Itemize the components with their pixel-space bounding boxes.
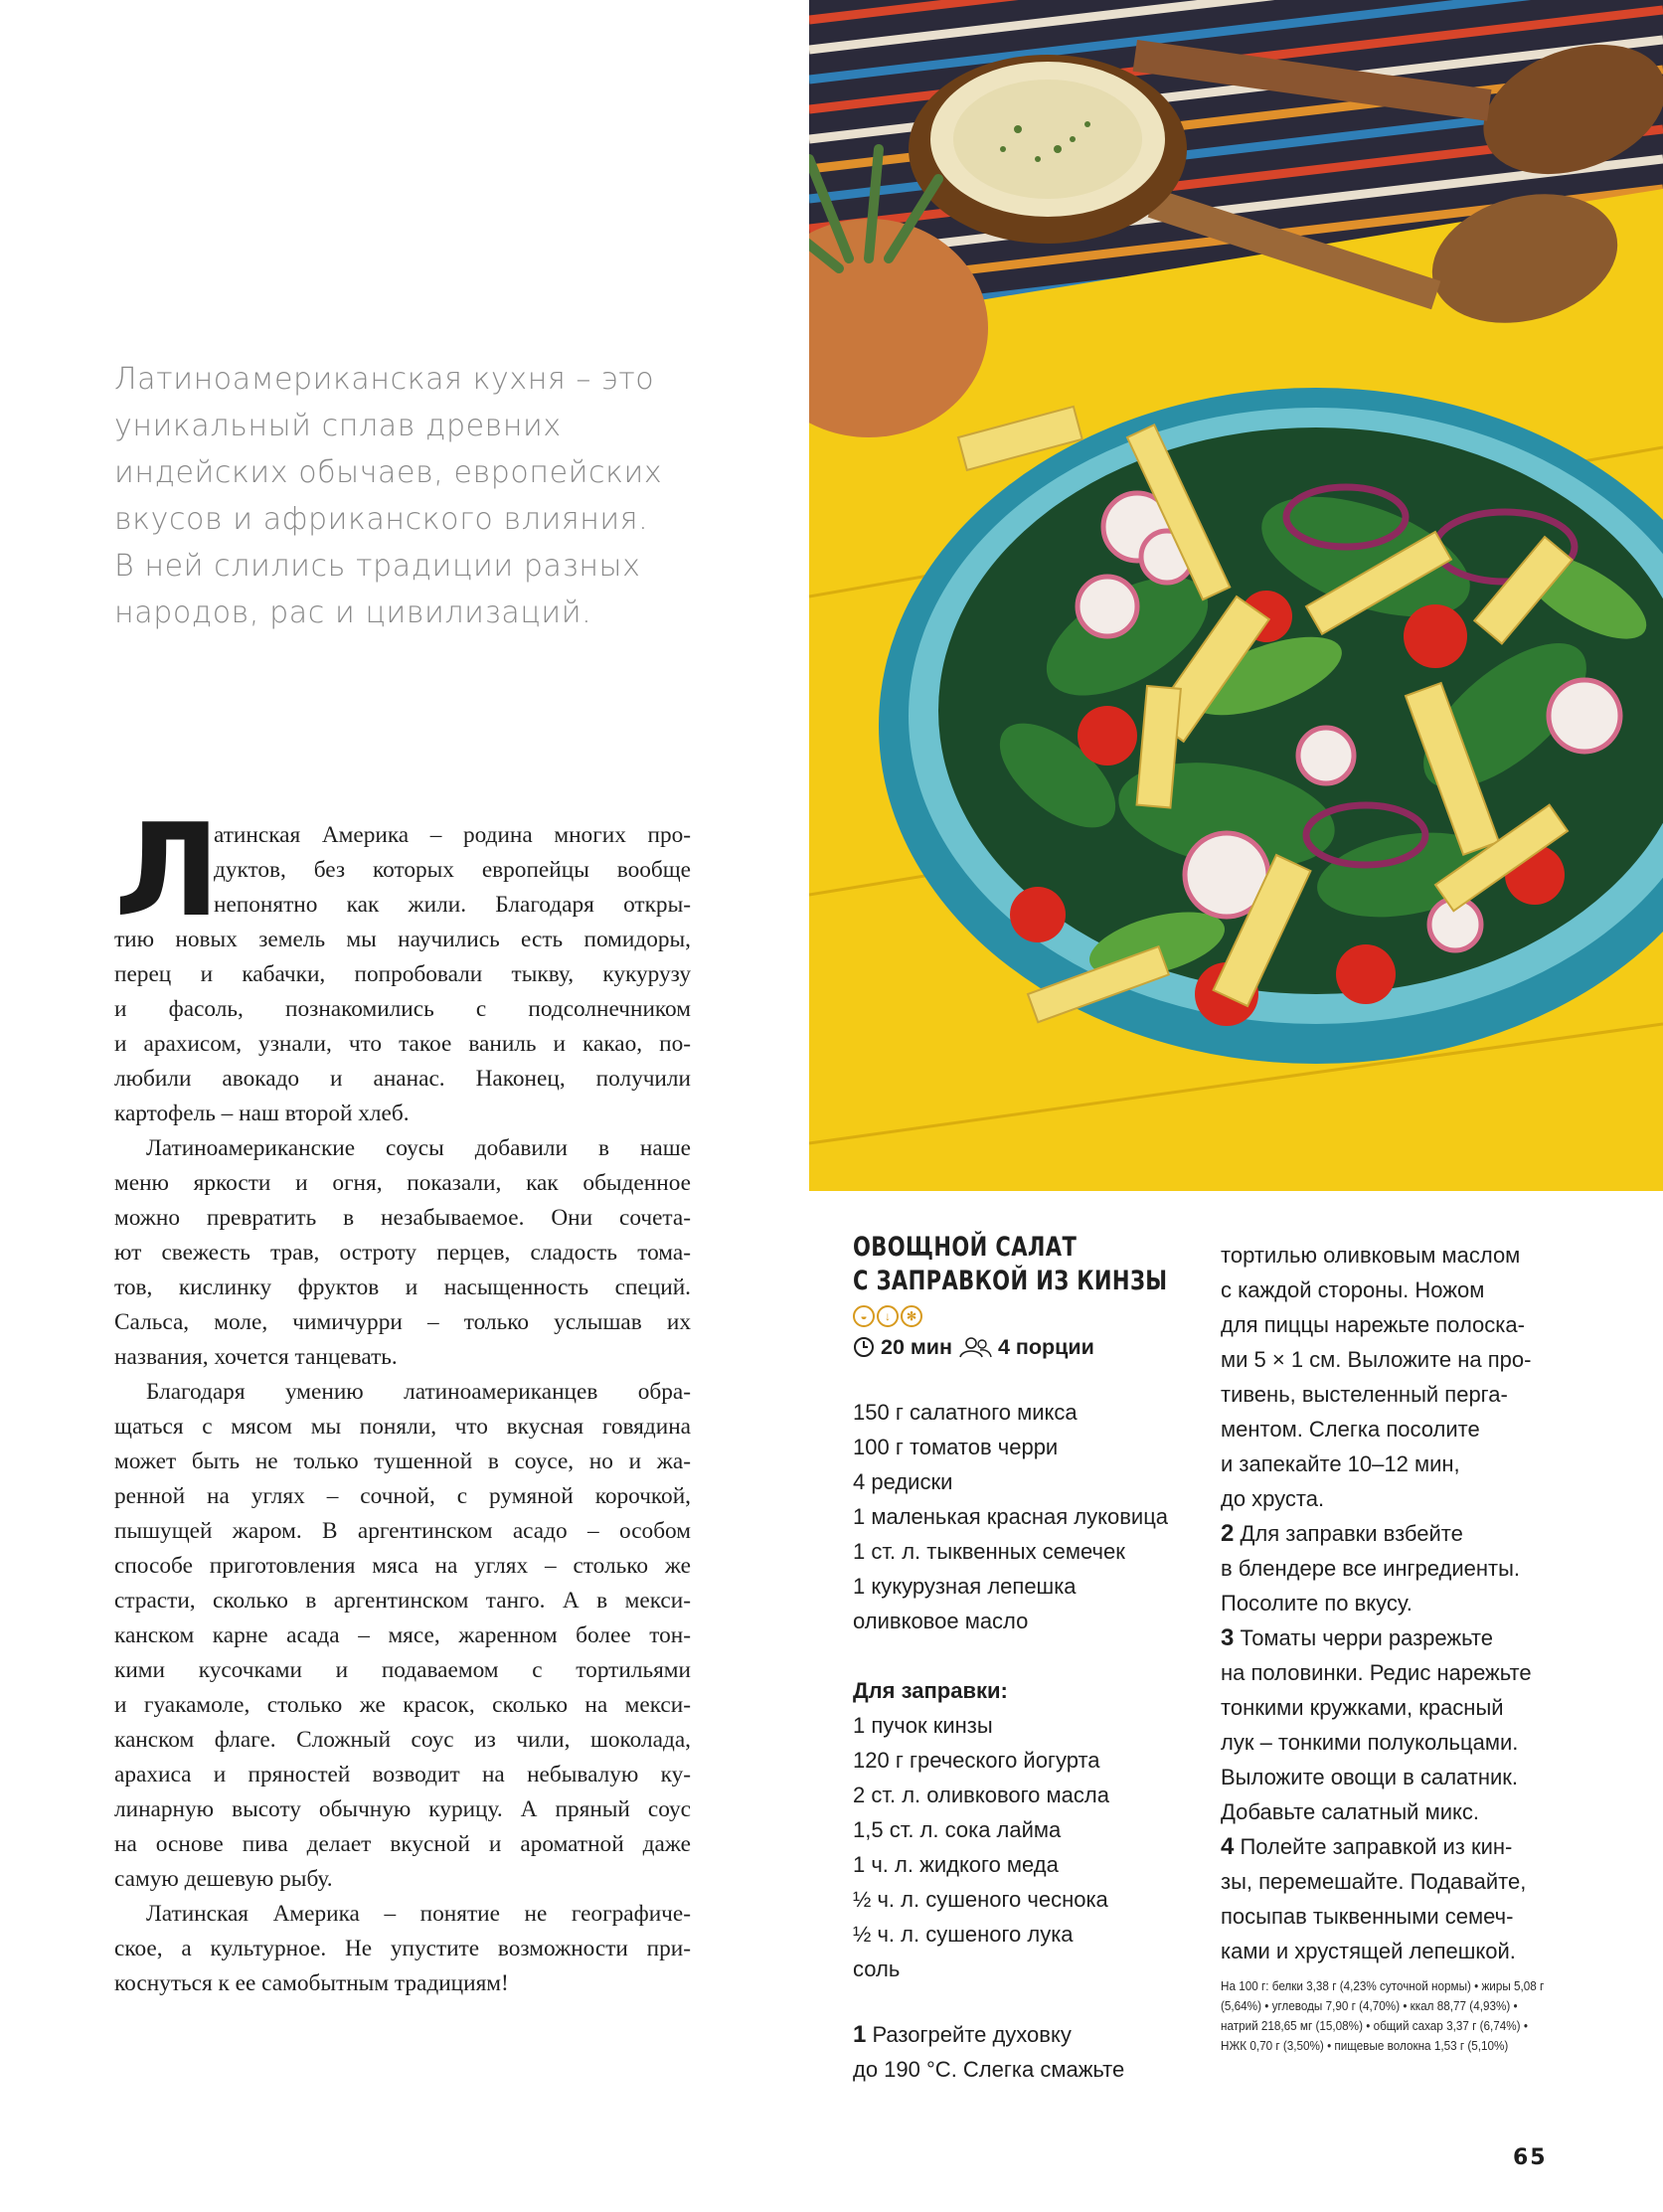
dressing-ingredient: 1,5 ст. л. сока лайма — [853, 1817, 1062, 1842]
diet-tags — [853, 1304, 1181, 1328]
low-calorie-icon: ↓ — [877, 1305, 899, 1327]
recipe-column-right — [1221, 1238, 1559, 2056]
step-text: Посолите по вкусу. — [1221, 1591, 1413, 1616]
step-text: с каждой стороны. Ножом — [1221, 1277, 1485, 1302]
step-text: до хруста. — [1221, 1486, 1325, 1511]
step-text: тивень, выстеленный перга- — [1221, 1382, 1508, 1407]
nutrition-line: НЖК 0,70 г (3,50%) • пищевые волокна 1,53 г (5,10%) — [1221, 2038, 1509, 2053]
article-line: названия, хочется танцевать. — [114, 1344, 398, 1370]
ingredient: 1 маленькая красная луковица — [853, 1504, 1169, 1529]
article-line: дуктов, без которых европейцы вообще — [214, 857, 691, 883]
ingredient: 150 г салатного микса — [853, 1400, 1078, 1425]
lead-line: вкусов и африканского влияния. — [114, 502, 649, 537]
article-line: любили авокадо и ананас. Наконец, получили — [114, 1066, 691, 1092]
page-number: 65 — [1513, 2145, 1548, 2170]
article-line: можно превратить в незабываемое. Они сочета- — [114, 1205, 691, 1231]
cheese-icon: ◒ — [853, 1305, 875, 1327]
step-text: Полейте заправкой из кин- — [1234, 1834, 1513, 1859]
step-text: на половинки. Редис нарежьте — [1221, 1660, 1532, 1685]
lead-line: Латиноамериканская кухня – это — [114, 362, 655, 397]
article-line: линарную высоту обычную курицу. А пряный соус — [114, 1796, 691, 1822]
article-line: канском флаге. Сложный соус из чили, шоколада, — [114, 1727, 691, 1753]
lead-line: В ней слились традиции разных — [114, 549, 641, 584]
step-4 — [1221, 1829, 1559, 1864]
step-text: для пиццы нарежьте полоска- — [1221, 1312, 1525, 1337]
article-line: на основе пива делает вкусной и ароматной даже — [114, 1831, 691, 1857]
step-text: тортилью оливковым маслом — [1221, 1243, 1521, 1268]
article-line: щаться с мясом мы поняли, что вкусная говядина — [114, 1414, 691, 1440]
salad-photo — [809, 0, 1663, 1191]
step-text: посыпав тыквенными семеч- — [1221, 1904, 1514, 1929]
article-line: тов, кислинку фруктов и насыщенность специй. — [114, 1275, 691, 1300]
dressing-heading: Для заправки: — [853, 1678, 1008, 1703]
article-line: Латинская Америка – понятие не географиче- — [146, 1901, 691, 1927]
article-line: самую дешевую рыбу. — [114, 1866, 333, 1892]
lead-line: народов, рас и цивилизаций. — [114, 596, 592, 630]
nutrition-line: (5,64%) • углеводы 7,90 г (4,70%) • ккал 88,77 (4,93%) • — [1221, 1998, 1518, 2013]
step-text: и запекайте 10–12 мин, — [1221, 1451, 1460, 1476]
ingredient: 4 редиски — [853, 1469, 953, 1494]
cook-time: 20 мин — [881, 1334, 952, 1359]
article-line: страсти, сколько в аргентинском танго. А в мекси- — [114, 1588, 691, 1614]
dressing-ingredient: 1 ч. л. жидкого меда — [853, 1852, 1059, 1877]
step-3 — [1221, 1620, 1559, 1655]
recipe-column-left — [853, 1231, 1181, 2087]
step-text: до 190 °С. Слегка смажьте — [853, 2057, 1125, 2082]
lead-paragraph — [114, 356, 711, 636]
article-line: пышущей жаром. В аргентинском асадо – особом — [114, 1518, 691, 1544]
article-line: непонятно как жили. Благодаря откры- — [214, 892, 691, 918]
dressing-ingredient: соль — [853, 1957, 901, 1981]
step-text: Томаты черри разрежьте — [1234, 1625, 1493, 1650]
clock-icon — [853, 1336, 875, 1358]
ingredient: 1 ст. л. тыквенных семечек — [853, 1539, 1125, 1564]
step-2 — [1221, 1516, 1559, 1551]
ingredient: 1 кукурузная лепешка — [853, 1574, 1077, 1599]
step-1 — [853, 2017, 1181, 2087]
lead-line: индейских обычаев, европейских — [114, 455, 663, 490]
step-text: зы, перемешайте. Подавайте, — [1221, 1869, 1527, 1894]
step-text: тонкими кружками, красный — [1221, 1695, 1504, 1720]
article-line: и гуакамоле, столько же красок, сколько на мекси- — [114, 1692, 691, 1718]
step-text: ми 5 × 1 см. Выложите на про- — [1221, 1347, 1532, 1372]
step-number: 4 — [1221, 1833, 1235, 1860]
step-text: ментом. Слегка посолите — [1221, 1417, 1480, 1442]
article-line: Благодаря умению латиноамериканцев обра- — [146, 1379, 691, 1405]
nutrition-line: На 100 г: белки 3,38 г (4,23% суточной нормы) • жиры 5,08 г — [1221, 1978, 1545, 1993]
ingredient: 100 г томатов черри — [853, 1435, 1059, 1459]
drop-cap: Л — [114, 797, 221, 945]
article-line: канском карне асада – мясе, жаренном более тон- — [114, 1622, 691, 1648]
servings-icon — [958, 1336, 992, 1358]
article-line: коснуться к ее самобытным традициям! — [114, 1970, 509, 1996]
article-line: арахиса и пряностей возводит на небывалую ку- — [114, 1762, 691, 1787]
nutrition-line: натрий 218,65 мг (15,08%) • общий сахар 3,37 г (6,74%) • — [1221, 2018, 1528, 2033]
article-line: Сальса, моле, чимичурри – только услышав их — [114, 1309, 691, 1335]
article-line: ское, а культурное. Не упустите возможности при- — [114, 1936, 691, 1961]
recipe-title-line1: ОВОЩНОЙ САЛАТ — [853, 1232, 1078, 1263]
article-line: ют свежесть трав, остроту перцев, сладость тома- — [114, 1240, 691, 1266]
article-line: может быть не только тушенной в соусе, но и жа- — [114, 1448, 691, 1474]
step-text: Разогрейте духовку — [866, 2022, 1072, 2047]
article-line: и фасоль, познакомились с подсолнечником — [114, 996, 691, 1022]
step-text: ками и хрустящей лепешкой. — [1221, 1939, 1516, 1963]
article-line: способе приготовления мяса на углях – столько же — [114, 1553, 691, 1579]
dressing-ingredient: 1 пучок кинзы — [853, 1713, 993, 1738]
step-text: Для заправки взбейте — [1234, 1521, 1463, 1546]
article-line: кими кусочками и подаваемом с тортильями — [114, 1657, 691, 1683]
ingredient-list — [853, 1395, 1181, 1986]
step-text: Добавьте салатный микс. — [1221, 1799, 1479, 1824]
dressing-ingredient: ½ ч. л. сушеного лука — [853, 1922, 1074, 1947]
step-text: Выложите овощи в салатник. — [1221, 1765, 1519, 1789]
step-number: 3 — [1221, 1624, 1235, 1651]
dressing-ingredient: ½ ч. л. сушеного чеснока — [853, 1887, 1108, 1912]
step-text: лук – тонкими полукольцами. — [1221, 1730, 1519, 1755]
servings: 4 порции — [998, 1334, 1094, 1359]
recipe-meta — [853, 1332, 1181, 1362]
step-number: 1 — [853, 2021, 867, 2048]
dressing-ingredient: 120 г греческого йогурта — [853, 1748, 1100, 1773]
article-line: перец и кабачки, попробовали тыкву, кукурузу — [114, 961, 691, 987]
nutrition-info — [1221, 1976, 1545, 2056]
article-line: тию новых земель мы научились есть помидоры, — [114, 927, 691, 952]
article-line: Латиноамериканские соусы добавили в наше — [146, 1135, 691, 1161]
article-line: атинская Америка – родина многих про- — [214, 822, 691, 848]
lead-line: уникальный сплав древних — [114, 409, 562, 443]
article-line: меню яркости и огня, показали, как обыденное — [114, 1170, 691, 1196]
recipe-title-line2: С ЗАПРАВКОЙ ИЗ КИНЗЫ — [853, 1266, 1168, 1296]
gluten-free-icon: ✻ — [901, 1305, 922, 1327]
article-line: картофель – наш второй хлеб. — [114, 1101, 410, 1126]
article-line: и арахисом, узнали, что такое ваниль и какао, по- — [114, 1031, 691, 1057]
dressing-ingredient: 2 ст. л. оливкового масла — [853, 1783, 1109, 1807]
step-number: 2 — [1221, 1520, 1235, 1547]
article-body — [114, 797, 691, 2001]
article-line: ренной на углях – сочной, с румяной корочкой, — [114, 1483, 691, 1509]
ingredient: оливковое масло — [853, 1609, 1029, 1633]
step-text: в блендере все ингредиенты. — [1221, 1556, 1521, 1581]
